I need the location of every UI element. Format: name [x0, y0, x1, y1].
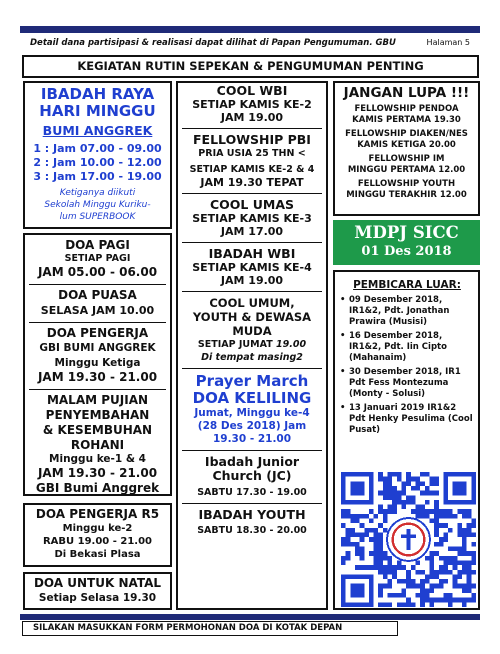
ibadah-time-3: 3 : Jam 17.00 - 19.00 [33, 170, 162, 183]
fellowship-pbi-time: JAM 19.30 TEPAT [200, 176, 304, 189]
prayer-march-when: Jumat, Minggu ke-4 [194, 407, 310, 419]
cool-umum-block [178, 295, 326, 365]
mdpj-title: MDPJ SICC [354, 223, 459, 242]
ibadah-raya-box [23, 81, 172, 229]
junior-title-1: Ibadah Junior [204, 454, 300, 469]
reminder-time: MINGGU PERTAMA 12.00 [347, 165, 466, 175]
reminder-time: MINGGU TERAKHIR 12.00 [346, 190, 467, 200]
top-divider-bar [20, 26, 480, 33]
fellowship-pbi-title: FELLOWSHIP PBI [193, 132, 311, 147]
ibadah-note-1: Ketiganya diikuti [59, 188, 136, 198]
ibadah-place: BUMI ANGGREK [42, 123, 153, 138]
ibadah-wbi-time: JAM 19.00 [220, 274, 284, 287]
malam-pujian-line-4: ROHANI [70, 438, 125, 452]
qr-code-graphic [341, 472, 476, 607]
mdpj-date: 01 Des 2018 [361, 244, 452, 259]
cool-umum-schedule [180, 338, 324, 351]
ibadah-wbi-block [178, 246, 326, 288]
malam-pujian-when: Minggu ke-1 & 4 [49, 453, 146, 465]
bottom-divider-bar [20, 614, 480, 620]
divider [182, 193, 322, 194]
junior-time: SABTU 17.30 - 19.00 [197, 487, 307, 498]
speaker-item: • 13 Januari 2019 IR1&2 Pdt Henky Pesulima (Cool Pusat) [340, 403, 474, 436]
cool-umas-when: SETIAP KAMIS KE-3 [192, 212, 312, 225]
ibadah-time-2: 2 : Jam 10.00 - 12.00 [33, 156, 162, 169]
reminder-item [335, 104, 478, 126]
ibadah-note-3: lum SUPERBOOK [59, 212, 136, 222]
youth-title: IBADAH YOUTH [198, 507, 306, 522]
prayer-march-block [178, 372, 326, 447]
natal-when: Setiap Selasa 19.30 [38, 592, 157, 604]
malam-pujian-line-1: MALAM PUJIAN [46, 393, 149, 407]
divider [29, 284, 166, 285]
cool-umas-block [178, 197, 326, 239]
ibadah-time-1: 1 : Jam 07.00 - 09.00 [33, 142, 162, 155]
doa-r5-place: Di Bekasi Plasa [54, 549, 141, 560]
fellowship-pbi-when: SETIAP KAMIS KE-2 & 4 [189, 164, 315, 175]
prayer-march-time: 19.30 - 21.00 [212, 433, 292, 445]
doa-r5-when: Minggu ke-2 [62, 523, 133, 534]
junior-church-block [178, 454, 326, 500]
ibadah-schedule [25, 142, 170, 184]
footer-note: SILAKAN MASUKKAN FORM PERMOHONAN DOA DI KOTAK DEPAN [22, 621, 398, 636]
cool-umas-title: COOL UMAS [209, 197, 294, 212]
doa-pagi-time: JAM 05.00 - 06.00 [37, 265, 158, 279]
ibadah-youth-block [178, 507, 326, 538]
speaker-item: • 09 Desember 2018, IR1&2, Pdt. Jonathan Prawira (Musisi) [340, 295, 474, 328]
divider [182, 291, 322, 292]
divider [182, 128, 322, 129]
junior-title-2: Church (JC) [212, 468, 292, 483]
prayer-march-subtitle: DOA KELILING [192, 389, 312, 407]
doa-puasa-time: SELASA JAM 10.00 [40, 304, 155, 317]
malam-pujian-line-3: & KESEMBUHAN [42, 423, 153, 437]
divider [182, 242, 322, 243]
reminder-name: FELLOWSHIP YOUTH [357, 179, 456, 189]
fellowship-pbi-who: PRIA USIA 25 THN < [198, 148, 306, 159]
reminder-name: FELLOWSHIP DIAKEN/NES [345, 129, 468, 139]
prayer-march-title: Prayer March [195, 372, 309, 390]
doa-pagi-sub: SETIAP PAGI [64, 253, 131, 264]
speaker-item: • 30 Desember 2018, IR1 Pdt Fess Montezuma (Monty - Solusi) [340, 367, 474, 400]
doa-pengerja-time: JAM 19.30 - 21.00 [37, 370, 158, 384]
divider [182, 368, 322, 369]
reminder-time: KAMIS KETIGA 20.00 [357, 140, 456, 150]
cool-umum-line-1: COOL UMUM, [209, 296, 295, 310]
reminder-name: FELLOWSHIP PENDOA [354, 104, 459, 114]
speaker-list [340, 295, 474, 436]
ibadah-note [25, 187, 170, 223]
weekly-activities-box [176, 81, 328, 610]
header-note-text: Detail dana partisipasi & realisasi dapat dilihat di Papan Pengumuman. GBU [30, 38, 396, 48]
cool-umum-line-3: MUDA [232, 324, 272, 338]
reminder-item [335, 179, 478, 201]
fellowship-pbi-block [178, 132, 326, 190]
divider [182, 503, 322, 504]
reminder-name: FELLOWSHIP IM [368, 154, 445, 164]
qr-code-icon [341, 472, 476, 607]
prayer-schedule-box [23, 233, 172, 496]
jangan-lupa-title: JANGAN LUPA !!! [343, 85, 470, 101]
header-note [30, 38, 470, 52]
divider [29, 322, 166, 323]
doa-natal-box [23, 572, 172, 610]
ibadah-wbi-title: IBADAH WBI [208, 246, 296, 261]
prayer-march-date: (28 Des 2018) Jam [197, 420, 307, 432]
doa-pengerja-when: Minggu Ketiga [54, 357, 141, 369]
cool-umum-line-2: YOUTH & DEWASA [192, 310, 312, 324]
doa-pagi-title: DOA PAGI [65, 238, 130, 252]
cool-wbi-title: COOL WBI [216, 83, 288, 98]
cool-wbi-time: JAM 19.00 [220, 111, 284, 124]
ibadah-wbi-when: SETIAP KAMIS KE-4 [192, 261, 312, 274]
divider [182, 450, 322, 451]
main-heading: KEGIATAN RUTIN SEPEKAN & PENGUMUMAN PENTING [22, 55, 479, 78]
mdpj-banner [333, 220, 480, 265]
doa-pengerja-r5-box [23, 503, 172, 567]
cool-umum-time: 19.00 [276, 339, 307, 350]
reminder-item [335, 154, 478, 176]
ibadah-note-2: Sekolah Minggu Kuriku- [44, 200, 151, 210]
doa-pengerja-title: DOA PENGERJA [46, 326, 149, 340]
ibadah-title-1: IBADAH RAYA [40, 85, 155, 103]
doa-puasa-title: DOA PUASA [58, 288, 137, 302]
cool-umum-place: Di tempat masing2 [201, 352, 303, 363]
doa-r5-time: RABU 19.00 - 21.00 [42, 536, 153, 547]
malam-pujian-line-2: PENYEMBAHAN [45, 408, 150, 422]
jangan-lupa-box [333, 81, 480, 216]
malam-pujian-place: GBI Bumi Anggrek [35, 481, 160, 495]
speaker-item: • 16 Desember 2018, IR1&2, Pdt. Iin Cipto (Mahanaim) [340, 331, 474, 364]
ibadah-title-2: HARI MINGGU [39, 102, 156, 120]
youth-time: SABTU 18.30 - 20.00 [197, 525, 307, 536]
reminder-time: KAMIS PERTAMA 19.30 [352, 115, 461, 125]
cool-wbi-block [178, 83, 326, 125]
doa-pengerja-place: GBI BUMI ANGGREK [39, 342, 156, 354]
malam-pujian-time: JAM 19.30 - 21.00 [37, 466, 158, 480]
church-logo-icon [387, 518, 430, 561]
cool-wbi-when: SETIAP KAMIS KE-2 [192, 98, 312, 111]
doa-r5-title: DOA PENGERJA R5 [35, 507, 160, 521]
cool-umum-when: SETIAP JUMAT [197, 339, 273, 350]
natal-title: DOA UNTUK NATAL [33, 576, 162, 590]
pembicara-title: PEMBICARA LUAR: [353, 279, 461, 291]
divider [29, 389, 166, 390]
reminder-item [335, 129, 478, 151]
page-number: Halaman 5 [426, 38, 470, 47]
cool-umas-time: JAM 17.00 [220, 225, 284, 238]
